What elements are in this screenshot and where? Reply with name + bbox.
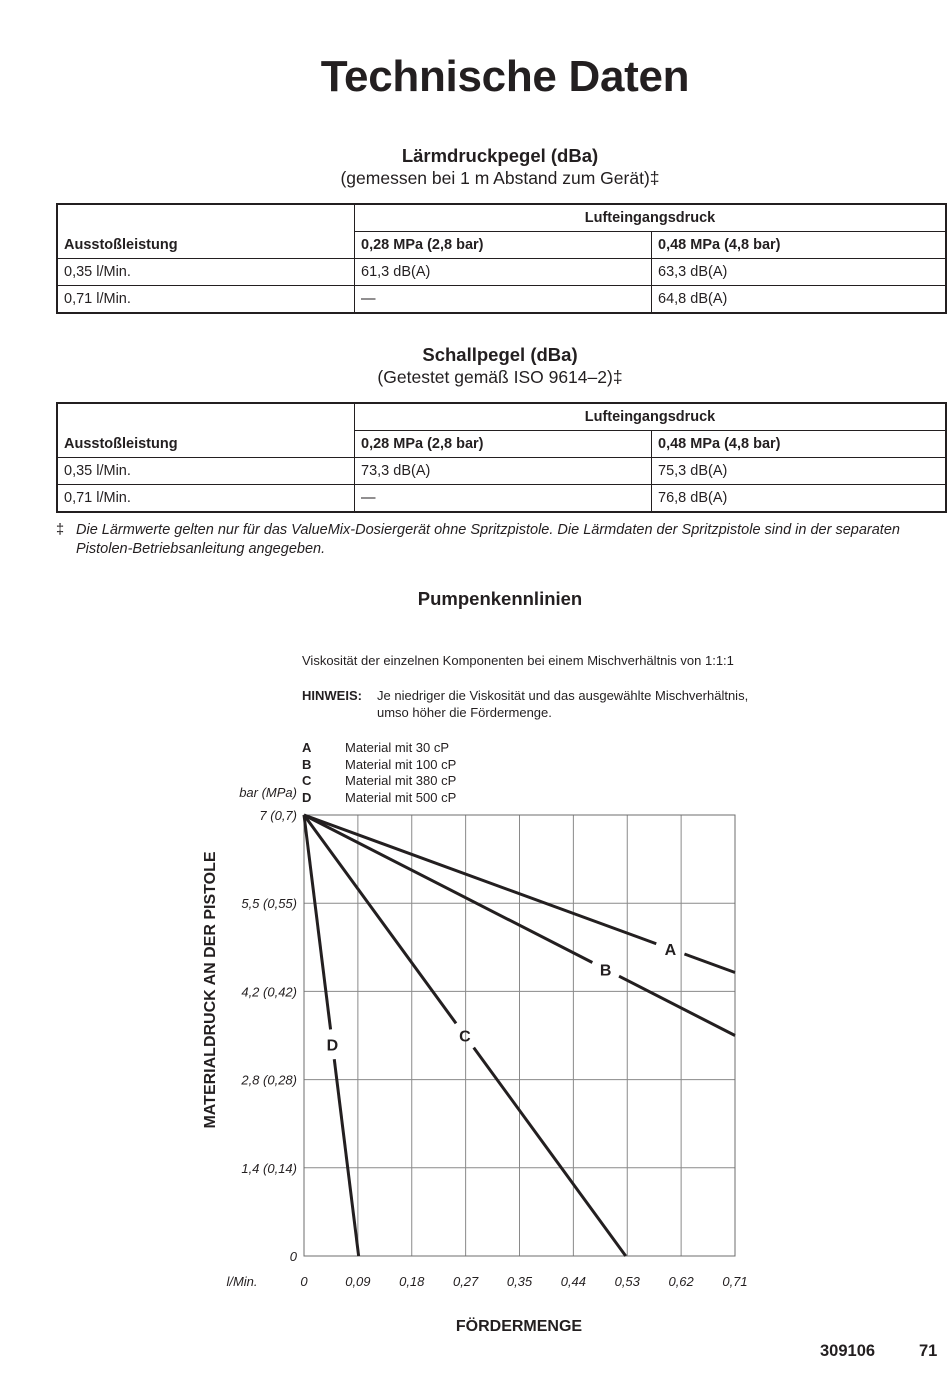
x-tick-label: 0,44 [560,1274,587,1289]
group-header: Lufteingangsdruck [355,403,947,431]
x-tick-label: 0,53 [614,1274,640,1289]
x-unit-label: l/Min. [226,1274,258,1289]
table-cell: 0,35 l/Min. [57,458,355,485]
hint-text-line-1: Je niedriger die Viskosität und das ausgewählte Mischverhältnis, [377,688,749,703]
series-line-b [304,815,592,963]
x-tick-label: 0,62 [668,1274,694,1289]
noise-pressure-title: Lärmdruckpegel (dBa) [401,145,599,166]
legend-letter: D [302,789,312,805]
table-cell: 61,3 dB(A) [355,259,652,286]
y-tick-label: 2,8 (0,28) [241,1072,297,1088]
legend-text: Material mit 30 cP [345,740,450,755]
x-axis-title: FÖRDERMENGE [455,1318,583,1335]
series-line-a [684,954,735,972]
hint-label: HINWEIS: [302,688,362,703]
footnote-mark: ‡ [56,522,65,538]
column-header: Ausstoßleistung [57,431,355,458]
sound-power-title: Schallpegel (dBa) [422,344,578,365]
table-cell: — [355,286,652,314]
table-cell: 63,3 dB(A) [652,259,947,286]
table-cell: 0,71 l/Min. [57,485,355,513]
series-line-b [619,976,735,1035]
y-tick-label: 4,2 (0,42) [241,984,297,1000]
table-cell: — [355,485,652,513]
column-header: Ausstoßleistung [57,232,355,259]
column-header: 0,48 MPa (4,8 bar) [652,431,947,458]
x-tick-label: 0 [300,1274,308,1289]
y-unit-label: bar (MPa) [239,785,297,800]
sound-power-subtitle: (Getestet gemäß ISO 9614–2)‡ [377,367,623,387]
column-header: 0,28 MPa (2,8 bar) [355,232,652,259]
series-line-c [474,1048,626,1256]
y-tick-label: 0 [289,1249,297,1264]
document-number: 309106 [820,1342,876,1360]
legend-text: Material mit 380 cP [345,773,457,788]
y-tick-label: 5,5 (0,55) [241,896,297,912]
x-tick-label: 0,71 [722,1274,748,1289]
table-cell: 0,35 l/Min. [57,259,355,286]
x-tick-label: 0,35 [506,1274,533,1289]
table-cell: 0,71 l/Min. [57,286,355,314]
table-cell: 76,8 dB(A) [652,485,947,513]
legend-letter: C [302,773,312,788]
x-tick-label: 0,27 [452,1274,479,1289]
hint-text-line-2: umso höher die Fördermenge. [377,705,552,720]
legend-letter: A [302,740,312,755]
table-cell: 73,3 dB(A) [355,458,652,485]
column-header: 0,48 MPa (4,8 bar) [652,232,947,259]
series-label-b: B [599,962,612,980]
page-title: Technische Daten [320,52,690,101]
noise-pressure-subtitle: (gemessen bei 1 m Abstand zum Gerät)‡ [340,168,660,188]
y-axis-title: MATERIALDRUCK AN DER PISTOLE [202,851,219,1129]
series-label-a: A [664,941,677,959]
legend-text: Material mit 500 cP [345,789,457,805]
table-cell: 75,3 dB(A) [652,458,947,485]
viscosity-note: Viskosität der einzelnen Komponenten bei einem Mischverhältnis von 1:1:1 [302,653,734,668]
table-cell: 64,8 dB(A) [652,286,947,314]
series-label-d: D [326,1037,339,1055]
series-line-d [334,1059,358,1256]
x-tick-label: 0,09 [345,1274,371,1289]
page-number: 71 [919,1342,938,1360]
y-tick-label: 1,4 (0,14) [241,1160,297,1176]
column-header: 0,28 MPa (2,8 bar) [355,431,652,458]
pump-curves-title: Pumpenkennlinien [417,588,583,609]
series-label-c: C [459,1028,471,1046]
footnote-text: Die Lärmwerte gelten nur für das ValueMix-Dosiergerät ohne Spritzpistole. Die Lärmdaten der Spritzpistole sind in der separaten Pistolen-Betriebsanleitung angegeben. [76,522,900,557]
group-header: Lufteingangsdruck [355,204,947,232]
x-tick-label: 0,18 [399,1274,425,1289]
legend-letter: B [302,756,312,772]
y-tick-label: 7 (0,7) [259,808,297,823]
legend-text: Material mit 100 cP [345,756,457,772]
series-line-a [304,815,656,944]
